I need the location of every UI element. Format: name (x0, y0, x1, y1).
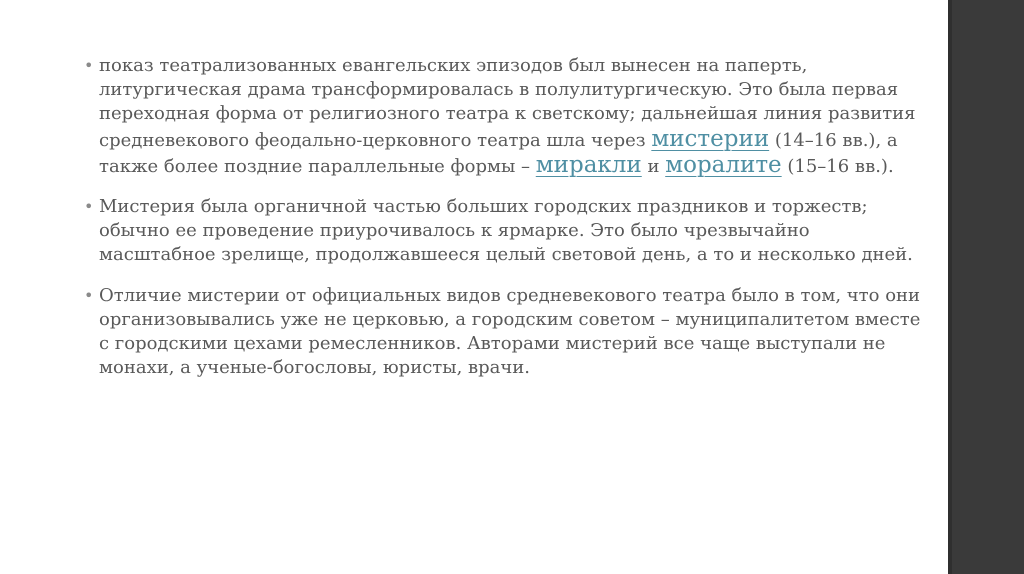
link-misterii[interactable]: мистерии (651, 125, 770, 152)
bullet-text: (15–16 вв.). (781, 155, 894, 177)
bullet-dot-icon: • (84, 56, 94, 75)
bullet-dot-icon: • (84, 285, 94, 305)
bullet-text: Мистерия была органичной частью больших городских праздников и торжеств; обычно ее проведение приурочивалось к ярмарке. Это было чрезвычайно масштабное зрелище, продолжавшееся целый световой день, а то и несколько дней. (99, 196, 913, 266)
link-mirakli[interactable]: миракли (535, 151, 642, 178)
bullet-text: (14–16 вв.), а также более поздние параллельные формы – (99, 129, 898, 177)
bullet-item-2 (84, 195, 924, 268)
sidebar-decoration (948, 0, 1024, 574)
bullet-item-3 (84, 284, 924, 381)
bullet-text: показ театрализованных евангельских эпизодов был вынесен на паперть, литургическая драма трансформировалась в полулитургическую. Это была первая переходная форма от религиозного театра к светскому; дальнейшая линия развития средневекового феодально-церковного театра шла через (99, 55, 916, 151)
bullet-text: и (641, 155, 666, 177)
bullet-dot-icon: • (84, 197, 94, 217)
sidebar-edge (948, 0, 952, 574)
link-moralite[interactable]: моралите (665, 151, 782, 178)
bullet-item-1 (84, 54, 924, 179)
bullet-text: Отличие мистерии от официальных видов средневекового театра было в том, что они организовывались уже не церковью, а городским советом – муниципалитетом вместе с городскими цехами ремесленников. Авторами мистерий все чаще выступали не монахи, а ученые-богословы, юристы, врачи. (99, 284, 921, 379)
bullet-list (84, 54, 924, 396)
